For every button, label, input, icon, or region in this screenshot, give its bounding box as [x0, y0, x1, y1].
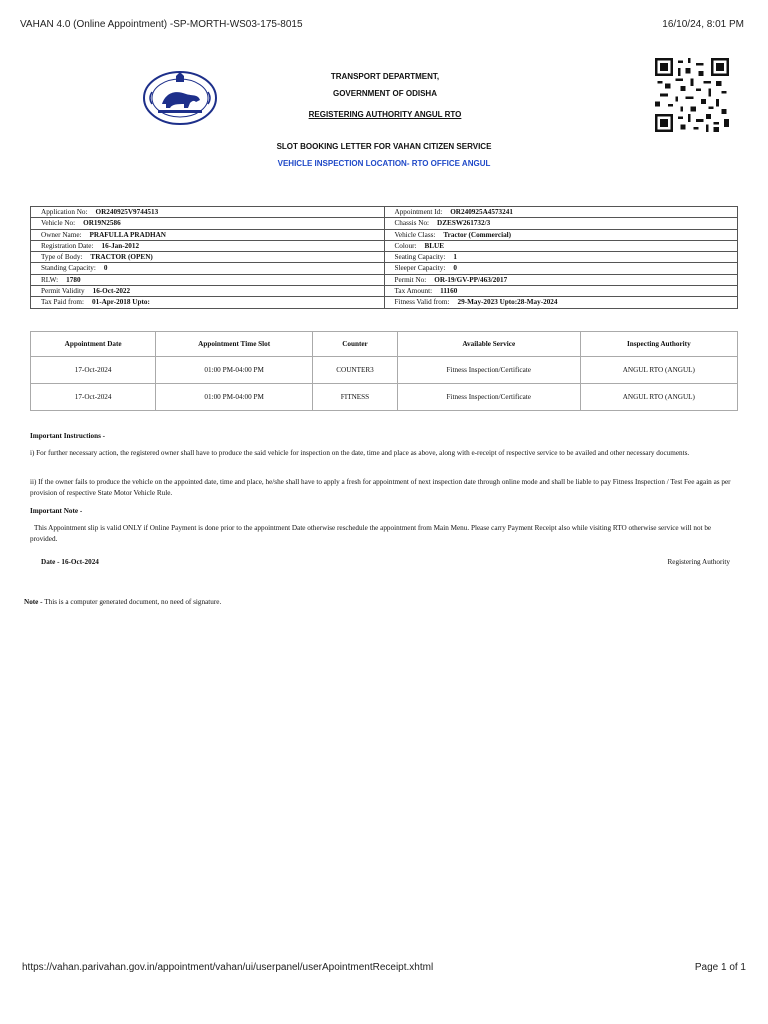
print-header-timestamp: 16/10/24, 8:01 PM [662, 19, 744, 30]
info-value: 16-Oct-2022 [92, 287, 131, 296]
print-header [20, 19, 744, 30]
appointment-body [31, 357, 738, 411]
appointment-column-header: Appointment Date [31, 332, 156, 357]
info-label: RLW: [41, 275, 59, 284]
letter-title: SLOT BOOKING LETTER FOR VAHAN CITIZEN SERVICE [276, 142, 492, 151]
appointment-cell: ANGUL RTO (ANGUL) [580, 384, 737, 411]
appointment-cell: ANGUL RTO (ANGUL) [580, 357, 737, 384]
print-header-title: VAHAN 4.0 (Online Appointment) -SP-MORTH-WS03-175-8015 [20, 19, 303, 30]
info-label: Sleeper Capacity: [394, 264, 446, 273]
info-label: Appointment Id: [394, 208, 443, 216]
info-value: 11160 [440, 287, 458, 296]
info-row [31, 207, 738, 218]
inspection-location: VEHICLE INSPECTION LOCATION- RTO OFFICE ANGUL [277, 159, 491, 168]
appointment-cell: 17-Oct-2024 [31, 357, 156, 384]
info-cell-right [384, 240, 738, 251]
info-cell-right [384, 297, 738, 308]
info-label: Fitness Valid from: [394, 298, 450, 307]
info-label: Standing Capacity: [41, 264, 96, 273]
info-row [31, 274, 738, 285]
department-name: TRANSPORT DEPARTMENT, [330, 72, 440, 81]
info-cell-left [31, 286, 385, 297]
info-row [31, 286, 738, 297]
info-row [31, 252, 738, 263]
page-number: Page 1 of 1 [694, 962, 746, 973]
info-value: TRACTOR (OPEN) [90, 253, 153, 262]
info-cell-right [384, 229, 738, 240]
info-cell-right [384, 218, 738, 229]
info-label: Type of Body: [41, 253, 83, 262]
footnote-text: This is a computer generated document, no need of signature. [44, 598, 222, 606]
appointment-column-header: Available Service [397, 332, 580, 357]
appointment-cell: 01:00 PM-04:00 PM [156, 357, 313, 384]
appointment-cell: 01:00 PM-04:00 PM [156, 384, 313, 411]
info-cell-left [31, 274, 385, 285]
registering-authority-signoff: Registering Authority [667, 558, 730, 566]
info-value: 0 [103, 264, 108, 273]
info-value: OR240925A4573241 [450, 208, 513, 216]
info-value: OR19N2586 [83, 219, 121, 228]
info-label: Tax Amount: [394, 287, 433, 296]
print-footer [22, 962, 746, 973]
important-note-heading: Important Note - [30, 507, 83, 515]
appointment-column-header: Appointment Time Slot [156, 332, 313, 357]
info-cell-right [384, 252, 738, 263]
qr-code-icon [655, 58, 729, 132]
info-label: Colour: [394, 241, 417, 250]
info-value: 29-May-2023 Upto:28-May-2024 [457, 298, 558, 307]
info-cell-right [384, 207, 738, 218]
info-value: DZESW261732/3 [437, 219, 491, 228]
info-row [31, 297, 738, 308]
info-cell-left [31, 297, 385, 308]
info-row [31, 263, 738, 274]
appointment-row [31, 384, 738, 411]
info-value: BLUE [424, 241, 445, 250]
info-cell-left [31, 218, 385, 229]
info-cell-left [31, 252, 385, 263]
info-label: Permit Validity [41, 287, 85, 296]
appointment-column-header: Counter [313, 332, 398, 357]
info-value: 1780 [66, 275, 81, 284]
appointment-cell: 17-Oct-2024 [31, 384, 156, 411]
info-value: 16-Jan-2012 [101, 241, 140, 250]
info-value: PRAFULLA PRADHAN [89, 230, 166, 239]
letter-date: Date - 16-Oct-2024 [41, 558, 99, 566]
info-label: Vehicle Class: [394, 230, 436, 239]
info-cell-left [31, 240, 385, 251]
info-row [31, 240, 738, 251]
info-value: OR-19/GV-PP/463/2017 [434, 275, 508, 284]
appointment-cell: Fitness Inspection/Certificate [397, 384, 580, 411]
info-value: Tractor (Commercial) [443, 230, 512, 239]
appointment-cell: COUNTER3 [313, 357, 398, 384]
appointment-table [30, 331, 738, 411]
appointment-header-row [31, 332, 738, 357]
info-label: Seating Capacity: [394, 253, 446, 262]
info-row [31, 218, 738, 229]
appointment-column-header: Inspecting Authority [580, 332, 737, 357]
info-cell-left [31, 207, 385, 218]
info-value: OR240925V9744513 [95, 208, 159, 216]
appointment-cell: Fitness Inspection/Certificate [397, 357, 580, 384]
vehicle-info-table [30, 206, 738, 309]
info-cell-left [31, 263, 385, 274]
info-row [31, 229, 738, 240]
appointment-row [31, 357, 738, 384]
instructions-heading: Important Instructions - [30, 432, 106, 440]
footnote [24, 597, 734, 608]
info-label: Vehicle No: [41, 219, 76, 228]
registering-authority-name: REGISTERING AUTHORITY ANGUL RTO [308, 110, 462, 119]
footnote-label: Note - [24, 598, 43, 606]
info-label: Registration Date: [41, 241, 94, 250]
info-cell-right [384, 274, 738, 285]
vehicle-info-body [31, 207, 738, 309]
info-cell-right [384, 286, 738, 297]
important-note-text: This Appointment slip is valid ONLY if Online Payment is done prior to the appointment Date otherwise reschedule the appointment from Main Menu. Please carry Payment Receipt also while visiting RTO otherwise service will not be provided. [30, 524, 712, 543]
info-cell-left [31, 229, 385, 240]
info-value: 1 [453, 253, 457, 262]
info-label: Permit No: [394, 275, 427, 284]
info-cell-right [384, 263, 738, 274]
info-label: Application No: [41, 208, 88, 216]
info-value: 0 [453, 264, 457, 273]
odisha-emblem-icon [142, 70, 218, 126]
info-label: Tax Paid from: [41, 298, 85, 307]
instruction-item-2: ii) If the owner fails to produce the vehicle on the appointed date, time and place, he/she shall have to apply a fresh for appointment of next inspection date through online mode and shall be liable to pay Fitness Inspection / Test Fee again as per provision of respective State Motor Vehicle Rule. [30, 478, 731, 497]
appointment-cell: FITNESS [313, 384, 398, 411]
info-label: Owner Name: [41, 230, 82, 239]
instruction-item-1: i) For further necessary action, the registered owner shall have to produce the said vehicle for inspection on the date, time and place as above, along with e-receipt of respective service to be availed and other necessary documents. [30, 449, 690, 457]
government-name: GOVERNMENT OF ODISHA [332, 89, 437, 98]
info-value: 01-Apr-2018 Upto: [92, 298, 150, 307]
info-label: Chassis No: [394, 219, 430, 228]
page-url: https://vahan.parivahan.gov.in/appointment/vahan/ui/userpanel/userApointmentReceipt.xhtml [22, 962, 434, 973]
